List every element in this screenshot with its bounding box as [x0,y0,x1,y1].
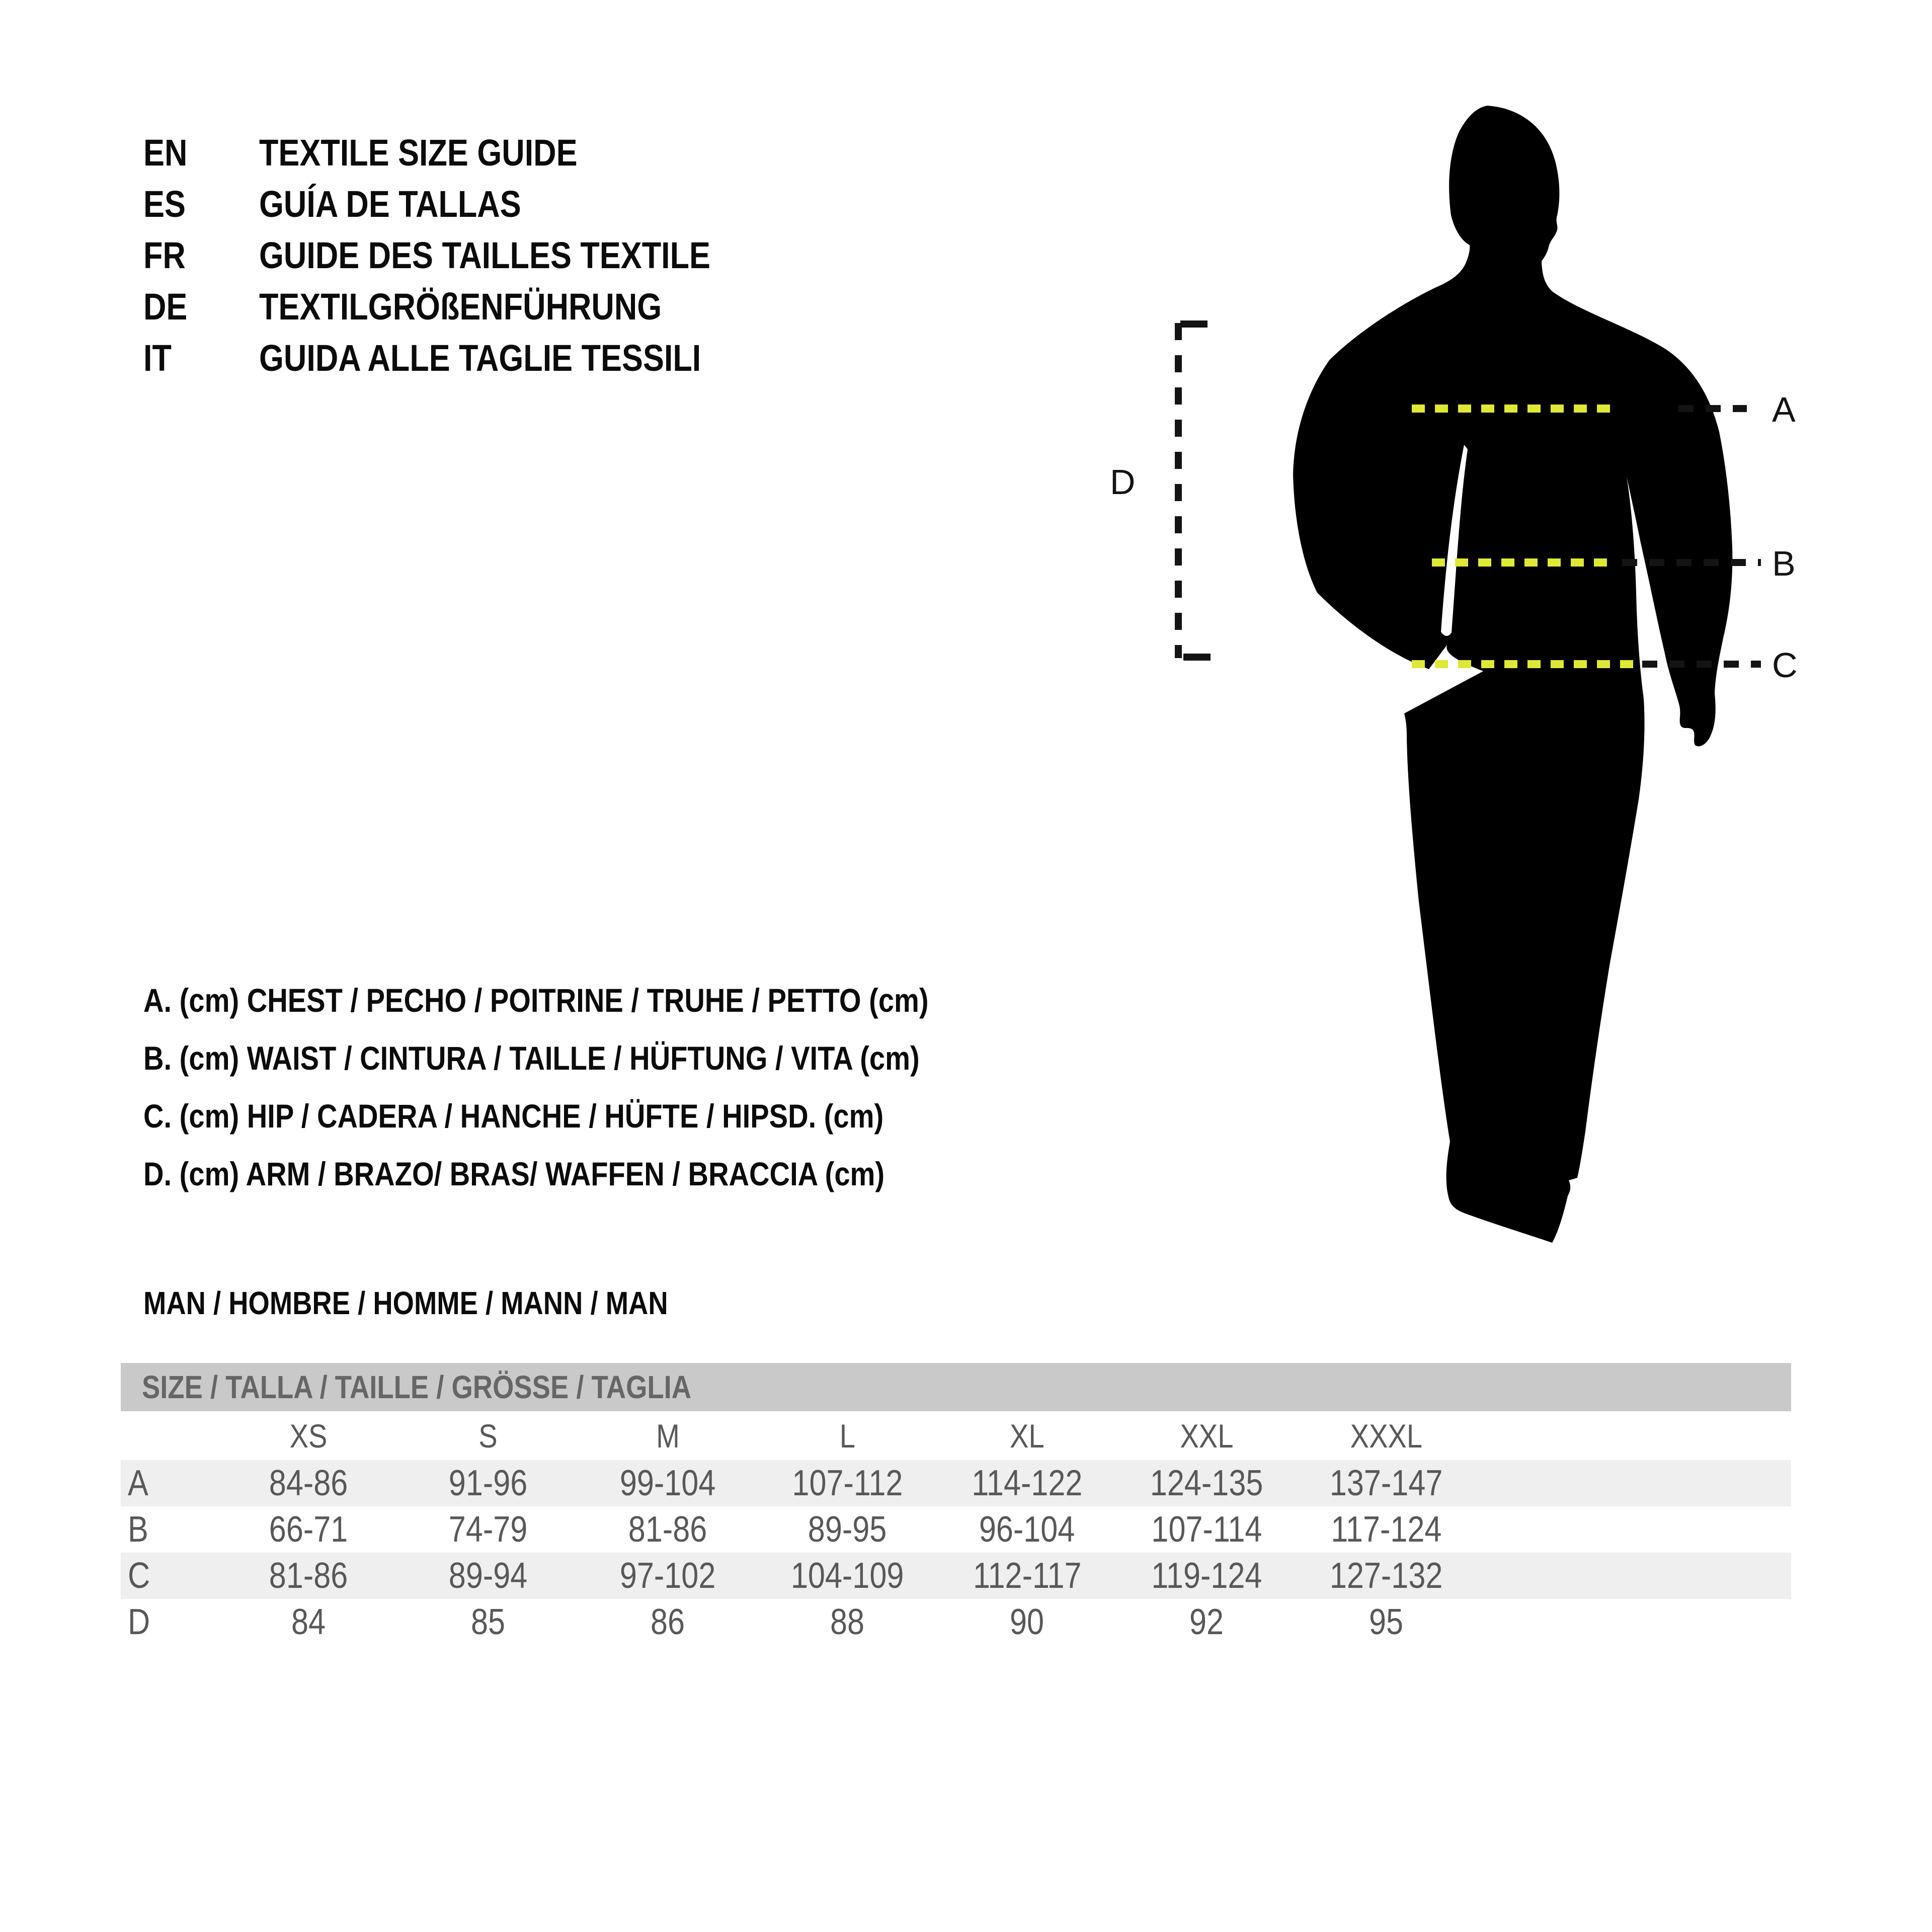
legend-item-a [143,971,1067,1029]
cell-b-xl: 96-104 [979,1509,1075,1550]
cell-b-xs: 66-71 [269,1509,348,1550]
cell-c-xl: 112-117 [973,1556,1082,1596]
language-code: IT [143,337,172,379]
cell-a-xxl: 124-135 [1150,1463,1263,1503]
row-label: B [128,1509,148,1550]
size-table-header-text: SIZE / TALLA / TAILLE / GRÖSSE / TAGLIA [142,1369,692,1405]
cell-b-s: 74-79 [449,1509,528,1550]
label-b: B [1772,544,1796,583]
cell-d-s: 85 [471,1602,506,1642]
table-row-a [121,1460,1791,1506]
size-table [121,1363,1791,1645]
measurement-legend [143,971,1067,1202]
section-title-text: MAN / HOMBRE / HOMME / MANN / MAN [143,1285,668,1321]
cell-b-l: 89-95 [808,1509,887,1550]
language-row-fr [143,229,790,281]
row-label: C [128,1556,150,1596]
cell-a-m: 99-104 [620,1463,716,1503]
language-code: EN [143,131,188,174]
cell-d-xxl: 92 [1189,1602,1224,1642]
cell-c-xxl: 119-124 [1151,1556,1262,1596]
col-header-s: S [478,1417,498,1455]
table-row-b [121,1506,1791,1553]
cell-d-xl: 90 [1010,1602,1044,1642]
row-label: A [128,1463,148,1503]
col-header-xxl: XXL [1180,1417,1234,1455]
language-title: TEXTILE SIZE GUIDE [259,131,578,174]
size-table-column-headers [121,1411,1791,1460]
col-header-l: L [839,1417,856,1455]
language-title: TEXTILGRÖßENFÜHRUNG [259,285,662,328]
cell-b-xxxl: 117-124 [1331,1509,1442,1550]
cell-a-s: 91-96 [449,1463,528,1503]
language-title: GUIDE DES TAILLES TEXTILE [259,234,710,276]
cell-a-l: 107-112 [792,1463,903,1503]
label-d: D [1110,462,1136,502]
cell-b-m: 81-86 [628,1509,707,1550]
cell-d-l: 88 [830,1602,865,1642]
table-row-d [121,1599,1791,1645]
cell-c-s: 89-94 [449,1556,528,1596]
arm-length-line-d [1178,323,1211,658]
legend-item-d [143,1145,1067,1202]
table-row-c [121,1553,1791,1599]
man-silhouette-shape [1293,106,1732,1243]
legend-text: B. (cm) WAIST / CINTURA / TAILLE / HÜFTUNG / VITA (cm) [143,1039,920,1077]
language-code: ES [143,183,186,225]
language-row-es [143,178,790,229]
legend-text: D. (cm) ARM / BRAZO/ BRAS/ WAFFEN / BRACCIA (cm) [143,1155,885,1192]
cell-a-xl: 114-122 [972,1463,1083,1503]
cell-d-m: 86 [651,1602,685,1642]
col-header-xxxl: XXXL [1350,1417,1423,1455]
cell-a-xs: 84-86 [269,1463,348,1503]
language-title: GUÍA DE TALLAS [259,183,521,225]
row-label: D [128,1602,150,1642]
label-c: C [1772,646,1798,685]
col-header-m: M [656,1417,680,1455]
cell-c-l: 104-109 [791,1556,904,1596]
cell-c-xxxl: 127-132 [1330,1556,1443,1596]
language-code: DE [143,285,188,328]
cell-c-m: 97-102 [620,1556,716,1596]
language-title: GUIDA ALLE TAGLIE TESSILI [259,337,701,379]
cell-d-xs: 84 [291,1602,326,1642]
section-title-man [143,1278,761,1328]
language-title-list [143,127,790,383]
cell-d-xxxl: 95 [1369,1602,1404,1642]
cell-b-xxl: 107-114 [1151,1509,1262,1550]
language-code: FR [143,234,186,276]
language-row-it [143,332,790,383]
man-measurement-diagram [1097,91,1852,1308]
col-header-xs: XS [290,1417,328,1455]
legend-item-b [143,1029,1067,1087]
legend-text: C. (cm) HIP / CADERA / HANCHE / HÜFTE / HIPSD. (cm) [143,1097,884,1135]
language-row-en [143,127,790,178]
cell-a-xxxl: 137-147 [1330,1463,1443,1503]
col-header-xl: XL [1010,1417,1044,1455]
size-table-header-band [121,1363,1791,1411]
legend-text: A. (cm) CHEST / PECHO / POITRINE / TRUHE / PETTO (cm) [143,981,929,1019]
cell-c-xs: 81-86 [269,1556,348,1596]
legend-item-c [143,1087,1067,1145]
language-row-de [143,281,790,332]
label-a: A [1772,390,1796,429]
